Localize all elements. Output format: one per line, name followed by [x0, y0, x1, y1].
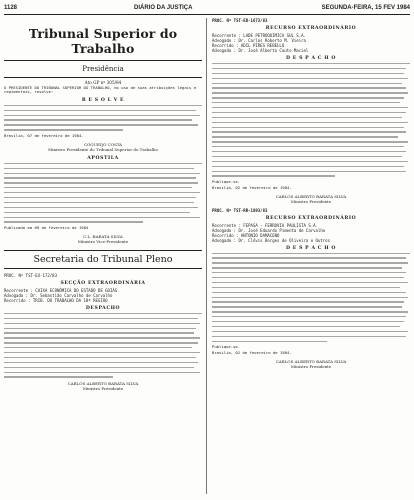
- right-column: [212, 18, 410, 496]
- parties-block: Recorrente : LADE PETROQUIMICA SUL S.A. Advogado : Dr. Carlos Roberto M. Vieira Recorrido : ADIL PIRES REBELLO Advogado : Dr. José Alberto Couto Maciel: [212, 33, 309, 53]
- recorrido-line: Recorrido : TRIB. DO TRABALHO DA 18ª REGIÃO: [4, 297, 108, 303]
- section-heading: SECÇÃO EXTRAORDINÁRIA: [60, 280, 146, 286]
- signature-title: Ministro Presidente do Tribunal Superior do Trabalho: [48, 146, 158, 152]
- publish-line-2: Publique-se.: [212, 344, 241, 350]
- pleno-heading: Secretaria do Tribunal Pleno: [33, 253, 173, 265]
- left-column: [4, 18, 202, 496]
- apostila-text-block: [4, 163, 202, 223]
- signature-title: Ministro Presidente: [82, 386, 124, 392]
- ato-reference: Ato GP nº 305/84: [84, 79, 122, 85]
- publication-name: DIÁRIO DA JUSTIÇA: [134, 5, 193, 11]
- despacho-text-block-2: [212, 253, 410, 342]
- signature-name: CARLOS ALBERTO BARATA SILVA: [275, 358, 347, 364]
- section-heading-2: RECURSO EXTRAORDINÁRIO: [265, 215, 357, 221]
- section-heading: RECURSO EXTRAORDINÁRIO: [265, 26, 357, 31]
- date-line: Brasília, 02 de fevereiro de 1984.: [212, 184, 292, 190]
- date-line-2: Brasília, 02 de fevereiro de 1984.: [212, 350, 292, 356]
- resolution-text-block: [4, 105, 202, 131]
- running-head: [4, 4, 410, 15]
- signature-title: Ministro Presidente: [290, 198, 332, 204]
- despacho-text-block: [4, 313, 202, 378]
- signature-block-1: [4, 142, 202, 152]
- despacho-heading: DESPACHO: [85, 305, 121, 311]
- despacho-heading: D E S P A C H O: [285, 56, 336, 61]
- presidency-heading: Presidência: [82, 64, 124, 73]
- case-reference: PROC. Nº TST-EX-172/83: [4, 272, 57, 278]
- presidency-rule: [4, 77, 202, 78]
- case-reference: PROC. Nº TST-ED-1673/83: [212, 18, 268, 23]
- signature-block-2: [212, 359, 410, 369]
- signature-title: Ministro Presidente: [290, 363, 332, 369]
- signature-name: C.L. BARATA SILVA: [83, 233, 123, 239]
- date-line: Brasília, 07 de fevereiro de 1984.: [4, 133, 84, 139]
- pleno-section-box: [4, 250, 202, 269]
- footer-signature: [4, 381, 202, 391]
- signature-block-2: [4, 234, 202, 244]
- signature-name: CARLOS ALBERTO BARATA SILVA: [275, 193, 347, 199]
- title-rule: [4, 60, 202, 61]
- court-title: Tribunal Superior do Trabalho: [28, 26, 178, 56]
- intro-paragraph: O PRESIDENTE DO TRIBUNAL SUPERIOR DO TRABALHO, no uso de suas atribuições legais e regimentais, resolve:: [4, 84, 199, 95]
- column-divider: [206, 18, 207, 494]
- case-reference-2: PROC. Nº TST-RR-1893/83: [212, 207, 268, 213]
- resolve-heading: R E S O L V E: [81, 97, 125, 103]
- despacho-text-block: [212, 63, 410, 177]
- signature-title: Ministro Vice-Presidente: [77, 238, 129, 244]
- published-line: Publicado em 09 de fevereiro de 1984: [4, 225, 89, 231]
- recorrente-line: Recorrente : CAIXA ECONÔMICA DO ESTADO DE GOIÁS: [4, 287, 118, 293]
- parties-block-2: Recorrente : FEPASA - FERROVIA PAULISTA S.A. Advogado : Dr. José Eduardo Pimenta de Carvalho Recorrido : ANTONIO DAMACENO Advogado : Dr. Clóvis Borges de Oliveira e Outros: [212, 222, 331, 243]
- publish-line: Publique-se.: [212, 179, 241, 185]
- issue-date: SEGUNDA-FEIRA, 15 FEV 1984: [321, 5, 410, 11]
- page-number: 1128: [4, 5, 18, 11]
- signature-name: COQUEIJO COSTA: [83, 141, 123, 147]
- signature-block-1: [212, 194, 410, 204]
- advogado-line: Advogado : Dr. Sebastião Carvalho de Carvalho: [4, 292, 113, 298]
- apostila-heading: APOSTILA: [87, 155, 119, 161]
- signature-name: CARLOS ALBERTO BARATA SILVA: [67, 381, 139, 387]
- despacho-heading-2: D E S P A C H O: [285, 245, 336, 251]
